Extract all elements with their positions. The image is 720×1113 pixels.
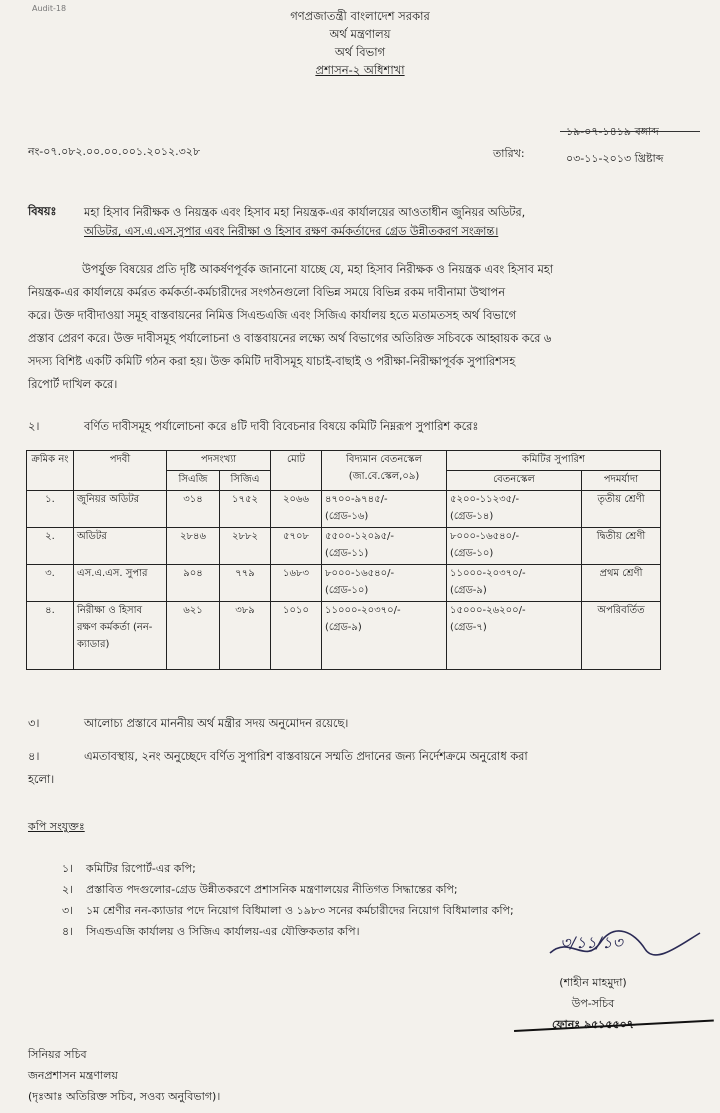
paragraph-line: রিপোর্ট দাখিল করে। [28,378,118,391]
th-rec-scale: বেতনস্কেল [447,471,582,491]
recipient-block [28,1044,220,1107]
scale-grade: (গ্রেড-১০) [325,585,369,596]
list-item-text: সিএন্ডএজি কার্যালয় ও সিজিএ কার্যালয়-এর যৌক্তিকতার কপি। [86,925,360,938]
list-item-text: প্রস্তাবিত পদগুলোর-গ্রেড উন্নীতকরণে প্রশাসনিক মন্ত্রণালয়ের নীতিগত সিদ্ধান্তের কপি; [86,883,458,896]
cell-no: ৩. [27,565,74,602]
header-ministry: অর্থ মন্ত্রণালয় [329,27,391,41]
rec-scale-grade: (গ্রেড-১০) [450,548,494,559]
cell-cga: ১৭৫২ [220,491,271,528]
cell-scale [322,602,447,670]
scale-grade: (গ্রেড-১১) [325,548,369,559]
header-branch: প্রশাসন-২ অধিশাখা [315,63,405,77]
table-row [27,528,661,565]
subject-label: বিষয়ঃ [28,205,57,218]
cell-total: ২০৬৬ [271,491,322,528]
cell-cga: ২৮৮২ [220,528,271,565]
cell-rec-scale [447,528,582,565]
rec-scale-grade: (গ্রেড-৭) [450,622,487,633]
list-item [62,900,712,921]
recipient-line: (দৃঃআঃ অতিরিক্ত সচিব, সওব্য অনুবিভাগ)। [28,1090,221,1103]
cell-scale [322,491,447,528]
signatory-title: উপ-সচিব [571,997,615,1010]
list-item [62,879,712,900]
th-scale [322,451,447,491]
rec-scale-grade: (গ্রেড-৯) [450,585,487,596]
rec-scale-value: ৮০০০-১৬৫৪০/- [450,531,520,542]
subject-line: মহা হিসাব নিরীক্ষক ও নিয়ন্ত্রক এবং হিসাব মহা নিয়ন্ত্রক-এর কার্যালয়ের আওতাধীন জুনিয়র অডিটর, [84,206,526,219]
cell-post: নিরীক্ষা ও হিসাব রক্ষণ কর্মকর্তা (নন-ক্যাডার) [74,602,167,670]
scale-value: ৪৭০০-৯৭৪৫/- [325,494,388,505]
th-scale-title: বিদ্যমান বেতনস্কেল [346,454,422,465]
scale-grade: (গ্রেড-৯) [325,622,362,633]
table-row [27,491,661,528]
para2-number: ২। [28,420,40,433]
cell-cag: ৩১৪ [167,491,220,528]
table-row [27,565,661,602]
signature-stroke [540,925,710,967]
list-item-number: ৪। [62,925,74,938]
cell-total: ১৬৮৩ [271,565,322,602]
para3-number: ৩। [28,717,40,730]
para4-text: এমতাবস্থায়, ২নং অনুচ্ছেদে বর্ণিত সুপারিশ বাস্তবায়নে সম্মতি প্রদানের জন্য নির্দেশক্রমে অনুরোধ করা [84,750,528,763]
cell-scale [322,565,447,602]
cell-post: এস.এ.এস. সুপার [74,565,167,602]
th-rec: কমিটির সুপারিশ [447,451,661,471]
th-total: মোট [271,451,322,491]
list-item-number: ৩। [62,904,74,917]
header-division: অর্থ বিভাগ [334,45,386,59]
rec-scale-value: ৫২০০-১১২৩৫/- [450,494,520,505]
header [0,7,720,79]
cell-no: ২. [27,528,74,565]
table-row [27,602,661,670]
th-cag: সিএজি [167,471,220,491]
recommendation-table [26,450,661,670]
cell-cag: ৬২১ [167,602,220,670]
para4-number: ৪। [28,750,40,763]
th-count: পদসংখ্যা [167,451,271,471]
copies-title: কপি সংযুক্তঃ [28,820,85,833]
cell-status: প্রথম শ্রেণী [582,565,661,602]
list-item [62,858,712,879]
rec-scale-grade: (গ্রেড-১৪) [450,511,494,522]
list-item-text: কমিটির রিপোর্ট-এর কপি; [86,862,196,875]
date-divider [560,131,700,132]
signature-scribble: ৩/১১/১৩ [560,933,623,952]
paragraph-line: উপর্যুক্ত বিষয়ের প্রতি দৃষ্টি আকর্ষণপূর্বক জানানো যাচ্ছে যে, মহা হিসাব নিরীক্ষক ও নিয়ন্ত্রক এবং হিসাব মহা [82,263,553,276]
th-serial: ক্রমিক নং [27,451,74,491]
list-item-number: ২। [62,883,74,896]
memo-number: নং-০৭.০৮২.০০.০০.০০১.২০১২.৩২৮ [28,145,201,158]
cell-total: ১০১০ [271,602,322,670]
cell-status: অপরিবর্তিত [582,602,661,670]
cell-status: দ্বিতীয় শ্রেণী [582,528,661,565]
para3-text: আলোচ্য প্রস্তাবে মাননীয় অর্থ মন্ত্রীর সদয় অনুমোদন রয়েছে। [84,717,349,730]
rec-scale-value: ১৫০০০-২৬২০০/- [450,605,526,616]
header-gov: গণপ্রজাতন্ত্রী বাংলাদেশ সরকার [290,9,430,23]
signatory-name: (শাহীন মাহমুদা) [559,976,627,989]
cell-cag: ২৮৪৬ [167,528,220,565]
cell-status: তৃতীয় শ্রেণী [582,491,661,528]
para2-text: বর্ণিত দাবীসমূহ পর্যালোচনা করে ৪টি দাবী বিবেচনার বিষয়ে কমিটি নিম্নরূপ সুপারিশ করেঃ [84,420,479,433]
cell-rec-scale [447,491,582,528]
paragraph-1 [28,258,700,396]
cell-rec-scale [447,602,582,670]
scale-value: ৫৫০০-১২০৯৫/- [325,531,395,542]
list-item-number: ১। [62,862,74,875]
paragraph-line: নিয়ন্ত্রক-এর কার্যালয়ে কর্মরত কর্মকর্তা-কর্মচারীদের সংগঠনগুলো বিভিন্ন সময়ে বিভিন্ন রকম দাবীনামা উত্থাপন [28,286,505,299]
para4-continuation: হলো। [28,773,55,786]
corner-code: Audit-18 [32,4,67,13]
scale-value: ১১০০০-২০৩৭০/- [325,605,401,616]
cell-post: জুনিয়র অডিটর [74,491,167,528]
rec-scale-value: ১১০০০-২০৩৭০/- [450,568,526,579]
date-english: ০৩-১১-২০১৩ খ্রিষ্টাব্দ [566,152,664,165]
cell-total: ৫৭০৮ [271,528,322,565]
date-bangla: ১৯-০৭-১৪১৯ বঙ্গাব্দ [566,125,659,138]
th-rec-status: পদমর্যাদা [582,471,661,491]
cell-cag: ৯০৪ [167,565,220,602]
cell-rec-scale [447,565,582,602]
cell-no: ৪. [27,602,74,670]
recipient-line: জনপ্রশাসন মন্ত্রণালয় [28,1069,118,1082]
scale-grade: (গ্রেড-১৬) [325,511,369,522]
th-cga: সিজিএ [220,471,271,491]
paragraph-line: করে। উক্ত দাবীদাওয়া সমূহ বাস্তবায়নের নিমিত্ত সিএন্ডএজি এবং সিজিএ কার্যালয় হতে মতামতসহ অর্থ বিভাগে [28,309,516,322]
cell-cga: ৭৭৯ [220,565,271,602]
recipient-line: সিনিয়র সচিব [28,1048,87,1061]
signatory-phone: ফোনঃ ৯৫১৫৫০৭ [552,1018,634,1031]
th-scale-sub: (জা.বে.স্কেল,০৯) [348,471,420,482]
cell-no: ১. [27,491,74,528]
cell-post: অডিটর [74,528,167,565]
date-label: তারিখ: [493,147,525,160]
paragraph-line: সদস্য বিশিষ্ট একটি কমিটি গঠন করা হয়। উক্ত কমিটি দাবীসমূহ যাচাই-বাছাই ও পরীক্ষা-নিরীক্ষাপূর্বক সুপারিশসহ [28,355,516,368]
cell-scale [322,528,447,565]
subject-line: অডিটর, এস.এ.এস.সুপার এবং নিরীক্ষা ও হিসাব রক্ষণ কর্মকর্তাদের গ্রেড উন্নীতকরণ সংক্রান্ত। [84,225,499,238]
paragraph-line: প্রস্তাব প্রেরণ করে। উক্ত দাবীসমূহ পর্যালোচনা ও বাস্তবায়নের লক্ষ্যে অর্থ বিভাগের অতিরিক্ত সচিবকে আহ্বায়ক করে ৬ [28,332,552,345]
subject-text [84,203,704,241]
th-post: পদবী [74,451,167,491]
scale-value: ৮০০০-১৬৫৪০/- [325,568,395,579]
cell-cga: ৩৮৯ [220,602,271,670]
list-item-text: ১ম শ্রেণীর নন-ক্যাডার পদে নিয়োগ বিধিমালা ও ১৯৮৩ সনের কর্মচারীদের নিয়োগ বিধিমালার কপি; [86,904,514,917]
